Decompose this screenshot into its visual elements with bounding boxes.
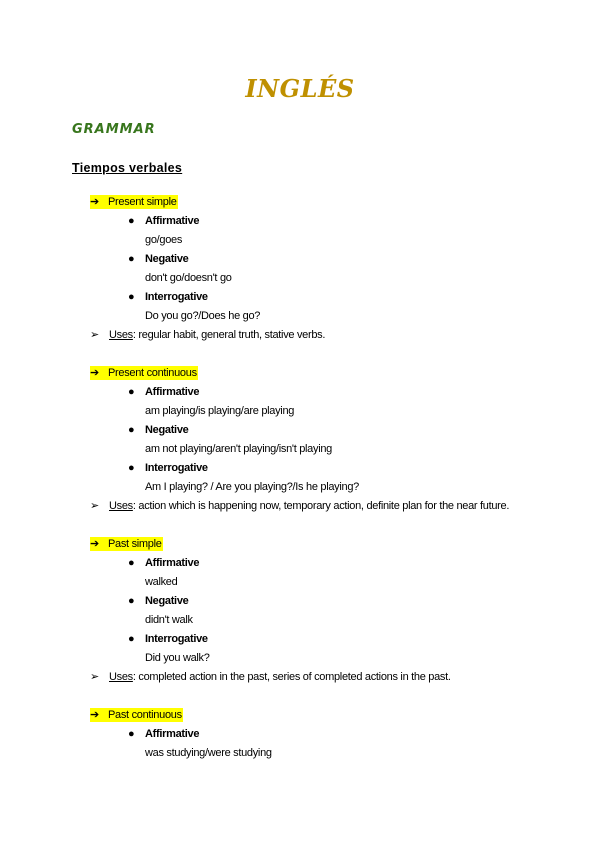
label-affirmative: Affirmative <box>145 386 200 398</box>
form-example: walked <box>145 576 178 588</box>
bullet-icon: ● <box>128 633 135 645</box>
tense-heading <box>0 193 600 212</box>
form-label <box>0 592 600 611</box>
label-negative: Negative <box>145 595 189 607</box>
form-example: am playing/is playing/are playing <box>145 405 295 417</box>
arrowhead-icon: ➢ <box>90 329 99 341</box>
label-negative: Negative <box>145 253 189 265</box>
form-label <box>0 212 600 231</box>
bullet-icon: ● <box>128 424 135 436</box>
tense-heading <box>0 535 600 554</box>
tense-heading <box>0 364 600 383</box>
bullet-icon: ● <box>128 291 135 303</box>
form-label <box>0 383 600 402</box>
form-example: Did you walk? <box>145 652 210 664</box>
bullet-icon: ● <box>128 215 135 227</box>
form-example: am not playing/aren't playing/isn't playing <box>145 443 332 455</box>
arrowhead-icon: ➢ <box>90 671 99 683</box>
uses-text: : completed action in the past, series of completed actions in the past. <box>132 671 451 683</box>
form-label <box>0 288 600 307</box>
tense-name: Present continuous <box>108 367 197 379</box>
label-interrogative: Interrogative <box>145 633 208 645</box>
form-label <box>0 630 600 649</box>
form-example: didn't walk <box>145 614 193 626</box>
form-example: go/goes <box>145 234 183 246</box>
form-example: was studying/were studying <box>145 747 272 759</box>
label-negative: Negative <box>145 424 189 436</box>
section-heading: GRAMMAR <box>72 122 156 137</box>
bullet-icon: ● <box>128 253 135 265</box>
form-example: Am I playing? / Are you playing?/Is he playing? <box>145 481 359 493</box>
document-body <box>0 193 600 763</box>
bullet-icon: ● <box>128 386 135 398</box>
form-example: don't go/doesn't go <box>145 272 232 284</box>
uses-line <box>0 668 600 687</box>
tense-name: Present simple <box>108 196 177 208</box>
form-label <box>0 459 600 478</box>
form-label <box>0 250 600 269</box>
arrow-icon: ➔ <box>90 196 99 208</box>
tense-name: Past continuous <box>108 709 182 721</box>
uses-line <box>0 326 600 345</box>
uses-line <box>0 497 600 516</box>
uses-label: Uses <box>109 329 133 341</box>
tense-name: Past simple <box>108 538 162 550</box>
bullet-icon: ● <box>128 557 135 569</box>
arrow-icon: ➔ <box>90 367 99 379</box>
subheading: Tiempos verbales <box>72 161 183 175</box>
bullet-icon: ● <box>128 728 135 740</box>
uses-text: : action which is happening now, temporary action, definite plan for the near future. <box>132 500 510 512</box>
label-affirmative: Affirmative <box>145 728 200 740</box>
label-affirmative: Affirmative <box>145 557 200 569</box>
bullet-icon: ● <box>128 595 135 607</box>
bullet-icon: ● <box>128 462 135 474</box>
arrow-icon: ➔ <box>90 709 99 721</box>
form-example: Do you go?/Does he go? <box>145 310 261 322</box>
form-label <box>0 421 600 440</box>
tense-heading <box>0 706 600 725</box>
label-affirmative: Affirmative <box>145 215 200 227</box>
label-interrogative: Interrogative <box>145 462 208 474</box>
form-label <box>0 725 600 744</box>
arrow-icon: ➔ <box>90 538 99 550</box>
arrowhead-icon: ➢ <box>90 500 99 512</box>
document-title: INGLÉS <box>245 74 355 103</box>
uses-text: : regular habit, general truth, stative verbs. <box>132 329 326 341</box>
form-label <box>0 554 600 573</box>
uses-label: Uses <box>109 500 133 512</box>
uses-label: Uses <box>109 671 133 683</box>
label-interrogative: Interrogative <box>145 291 208 303</box>
